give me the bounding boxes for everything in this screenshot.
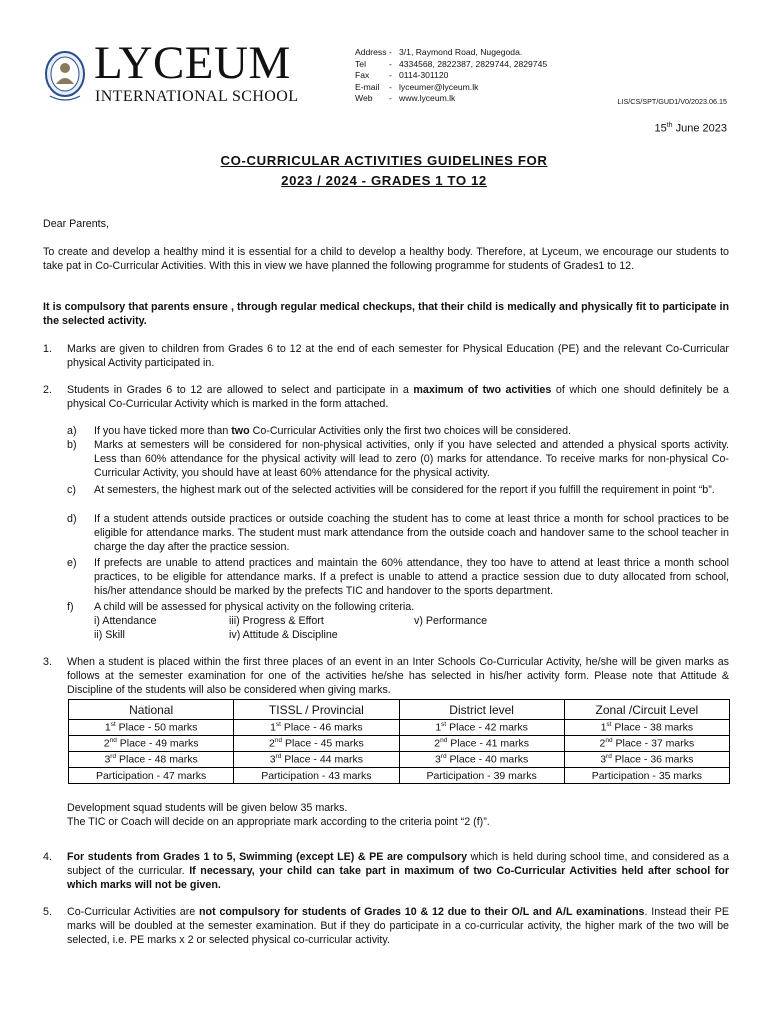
contact-row-tel: Tel - 4334568, 2822387, 2829744, 2829745 [355, 58, 548, 69]
table-cell: 2nd Place - 37 marks [564, 736, 729, 752]
subpoint-f-label: f) [67, 601, 74, 613]
contact-block [355, 47, 547, 105]
table-row [69, 736, 730, 752]
table-cell: 1st Place - 46 marks [234, 720, 399, 736]
table-cell: 2nd Place - 41 marks [399, 736, 564, 752]
title-line-2: 2023 / 2024 - GRADES 1 TO 12 [281, 173, 487, 188]
table-cell: 3rd Place - 44 marks [234, 752, 399, 768]
table-header: National [69, 700, 234, 720]
subpoint-f-text: A child will be assessed for physical activity on the following criteria. [94, 601, 415, 613]
table-cell: 3rd Place - 40 marks [399, 752, 564, 768]
subpoint-b-label: b) [67, 439, 77, 451]
table-header-row [69, 700, 730, 720]
point-5-text: Co-Curricular Activities are not compulsory for students of Grades 10 & 12 due to their O/L and A/L examinations. Instead their PE marks will be doubled at the semester examination. But if they do participate in a co-curricular activity, the higher mark of the two will be selected, i.e. PE marks x 2 or selected physical co-curricular activity. [67, 906, 729, 946]
table-cell: Participation - 47 marks [69, 768, 234, 784]
criteria-attendance: i) Attendance [94, 615, 157, 627]
contact-row-web: Web - www.lyceum.lk [355, 93, 456, 104]
point-2-text: Students in Grades 6 to 12 are allowed to select and participate in a maximum of two activities of which one should definitely be a physical Co-Curricular Activity which is marked in the form attached. [67, 384, 729, 410]
point-4-number: 4. [43, 851, 52, 863]
point-3-text: When a student is placed within the first three places of an event in an Inter Schools Co-Curricular Activity, he/she will be given marks as follows at the semester examination for one of the activities he/she has selected in his/her activity form. Please note that Attitude & Discipline of the students will also be considered when giving marks. [67, 656, 729, 696]
compulsory-note: It is compulsory that parents ensure , through regular medical checkups, that their child is medically and physically fit to participate in the selected activity. [43, 301, 729, 327]
contact-row-email: E-mail - lyceumer@lyceum.lk [355, 81, 479, 92]
point-2-number: 2. [43, 384, 52, 396]
criteria-performance: v) Performance [414, 615, 488, 627]
table-cell: 2nd Place - 49 marks [69, 736, 234, 752]
table-cell: 2nd Place - 45 marks [234, 736, 399, 752]
intro-paragraph: To create and develop a healthy mind it is essential for a child to develop a healthy body. Therefore, at Lyceum, we encourage our students to take pat in Co-Curricular Activities. With this in view we have planned the following programme for students of Grades1 to 12. [43, 246, 729, 272]
subpoint-d-label: d) [67, 513, 77, 525]
table-cell: 1st Place - 38 marks [564, 720, 729, 736]
table-row [69, 720, 730, 736]
table-header: Zonal /Circuit Level [564, 700, 729, 720]
table-header: TISSL / Provincial [234, 700, 399, 720]
criteria-progress: iii) Progress & Effort [229, 615, 324, 627]
criteria-skill: ii) Skill [94, 629, 125, 641]
point-4-text: For students from Grades 1 to 5, Swimming (except LE) & PE are compulsory which is held during school time, and considered as a subject of the curricular. If necessary, your child can take part in maximum of two Co-Curricular Activities held after school for which marks will not be given. [67, 851, 729, 891]
table-row [69, 752, 730, 768]
point-1-text: Marks are given to children from Grades 6 to 12 at the end of each semester for Physical Education (PE) and the relevant Co-Curricular physical Activity participated in. [67, 343, 729, 369]
tic-coach-note: The TIC or Coach will decide on an appropriate mark according to the criteria point “2 (f)”. [67, 816, 490, 828]
contact-row-fax: Fax - 0114-301120 [355, 70, 449, 81]
table-cell: Participation - 35 marks [564, 768, 729, 784]
title-line-1: CO-CURRICULAR ACTIVITIES GUIDELINES FOR [220, 153, 548, 168]
lyceum-crest-icon [44, 50, 86, 104]
subpoint-e-label: e) [67, 557, 77, 569]
table-cell: Participation - 43 marks [234, 768, 399, 784]
development-squad-note: Development squad students will be given below 35 marks. [67, 802, 348, 814]
table-cell: 1st Place - 50 marks [69, 720, 234, 736]
table-cell: 3rd Place - 48 marks [69, 752, 234, 768]
subpoint-e-text: If prefects are unable to attend practices and maintain the 60% attendance, they too have to attend at least thrice a month school practices, to be eligible for attendance marks. If a prefect is unable to attend a practice session due to duty allocated from school, his/her attendance should be marked by the prefects TIC and handover to the sports department. [94, 557, 729, 597]
table-cell: 1st Place - 42 marks [399, 720, 564, 736]
document-title [0, 151, 768, 191]
table-cell: Participation - 39 marks [399, 768, 564, 784]
point-3-number: 3. [43, 656, 52, 668]
school-subtitle: INTERNATIONAL SCHOOL [95, 88, 299, 105]
table-header: District level [399, 700, 564, 720]
subpoint-b-text: Marks at semesters will be considered for non-physical activities, only if you have selected and attended a physical sports activity. Less than 60% attendance for the physical activity will lead to zero (0) marks for attendance. To receive marks for non-physical Co-Curricular Activity, you should have at least 60% attendance for the physical activity. [94, 439, 729, 479]
criteria-attitude: iv) Attitude & Discipline [229, 629, 338, 641]
subpoint-a-text: If you have ticked more than two Co-Curricular Activities only the first two choices will be considered. [94, 425, 571, 437]
school-name: LYCEUM [94, 37, 291, 89]
point-1-number: 1. [43, 343, 52, 355]
table-cell: 3rd Place - 36 marks [564, 752, 729, 768]
marks-table [68, 699, 730, 784]
contact-row-address: Address - 3/1, Raymond Road, Nugegoda. [355, 47, 523, 57]
document-date: 15th June 2023 [654, 122, 727, 135]
subpoint-c-label: c) [67, 484, 76, 496]
document-reference: LIS/CS/SPT/GUD1/V0/2023.06.15 [617, 97, 727, 106]
subpoint-c-text: At semesters, the highest mark out of the selected activities will be considered for the report if you fulfill the requirement in point “b”. [94, 484, 715, 496]
salutation: Dear Parents, [43, 218, 109, 230]
point-5-number: 5. [43, 906, 52, 918]
subpoint-a-label: a) [67, 425, 77, 437]
subpoint-d-text: If a student attends outside practices or outside coaching the student has to come at least thrice a month for school practices to be eligible for attendance marks. The student must mark attendance from the outside coach and handover same to the school teacher in charge the day after the practice session. [94, 513, 729, 553]
table-row [69, 768, 730, 784]
